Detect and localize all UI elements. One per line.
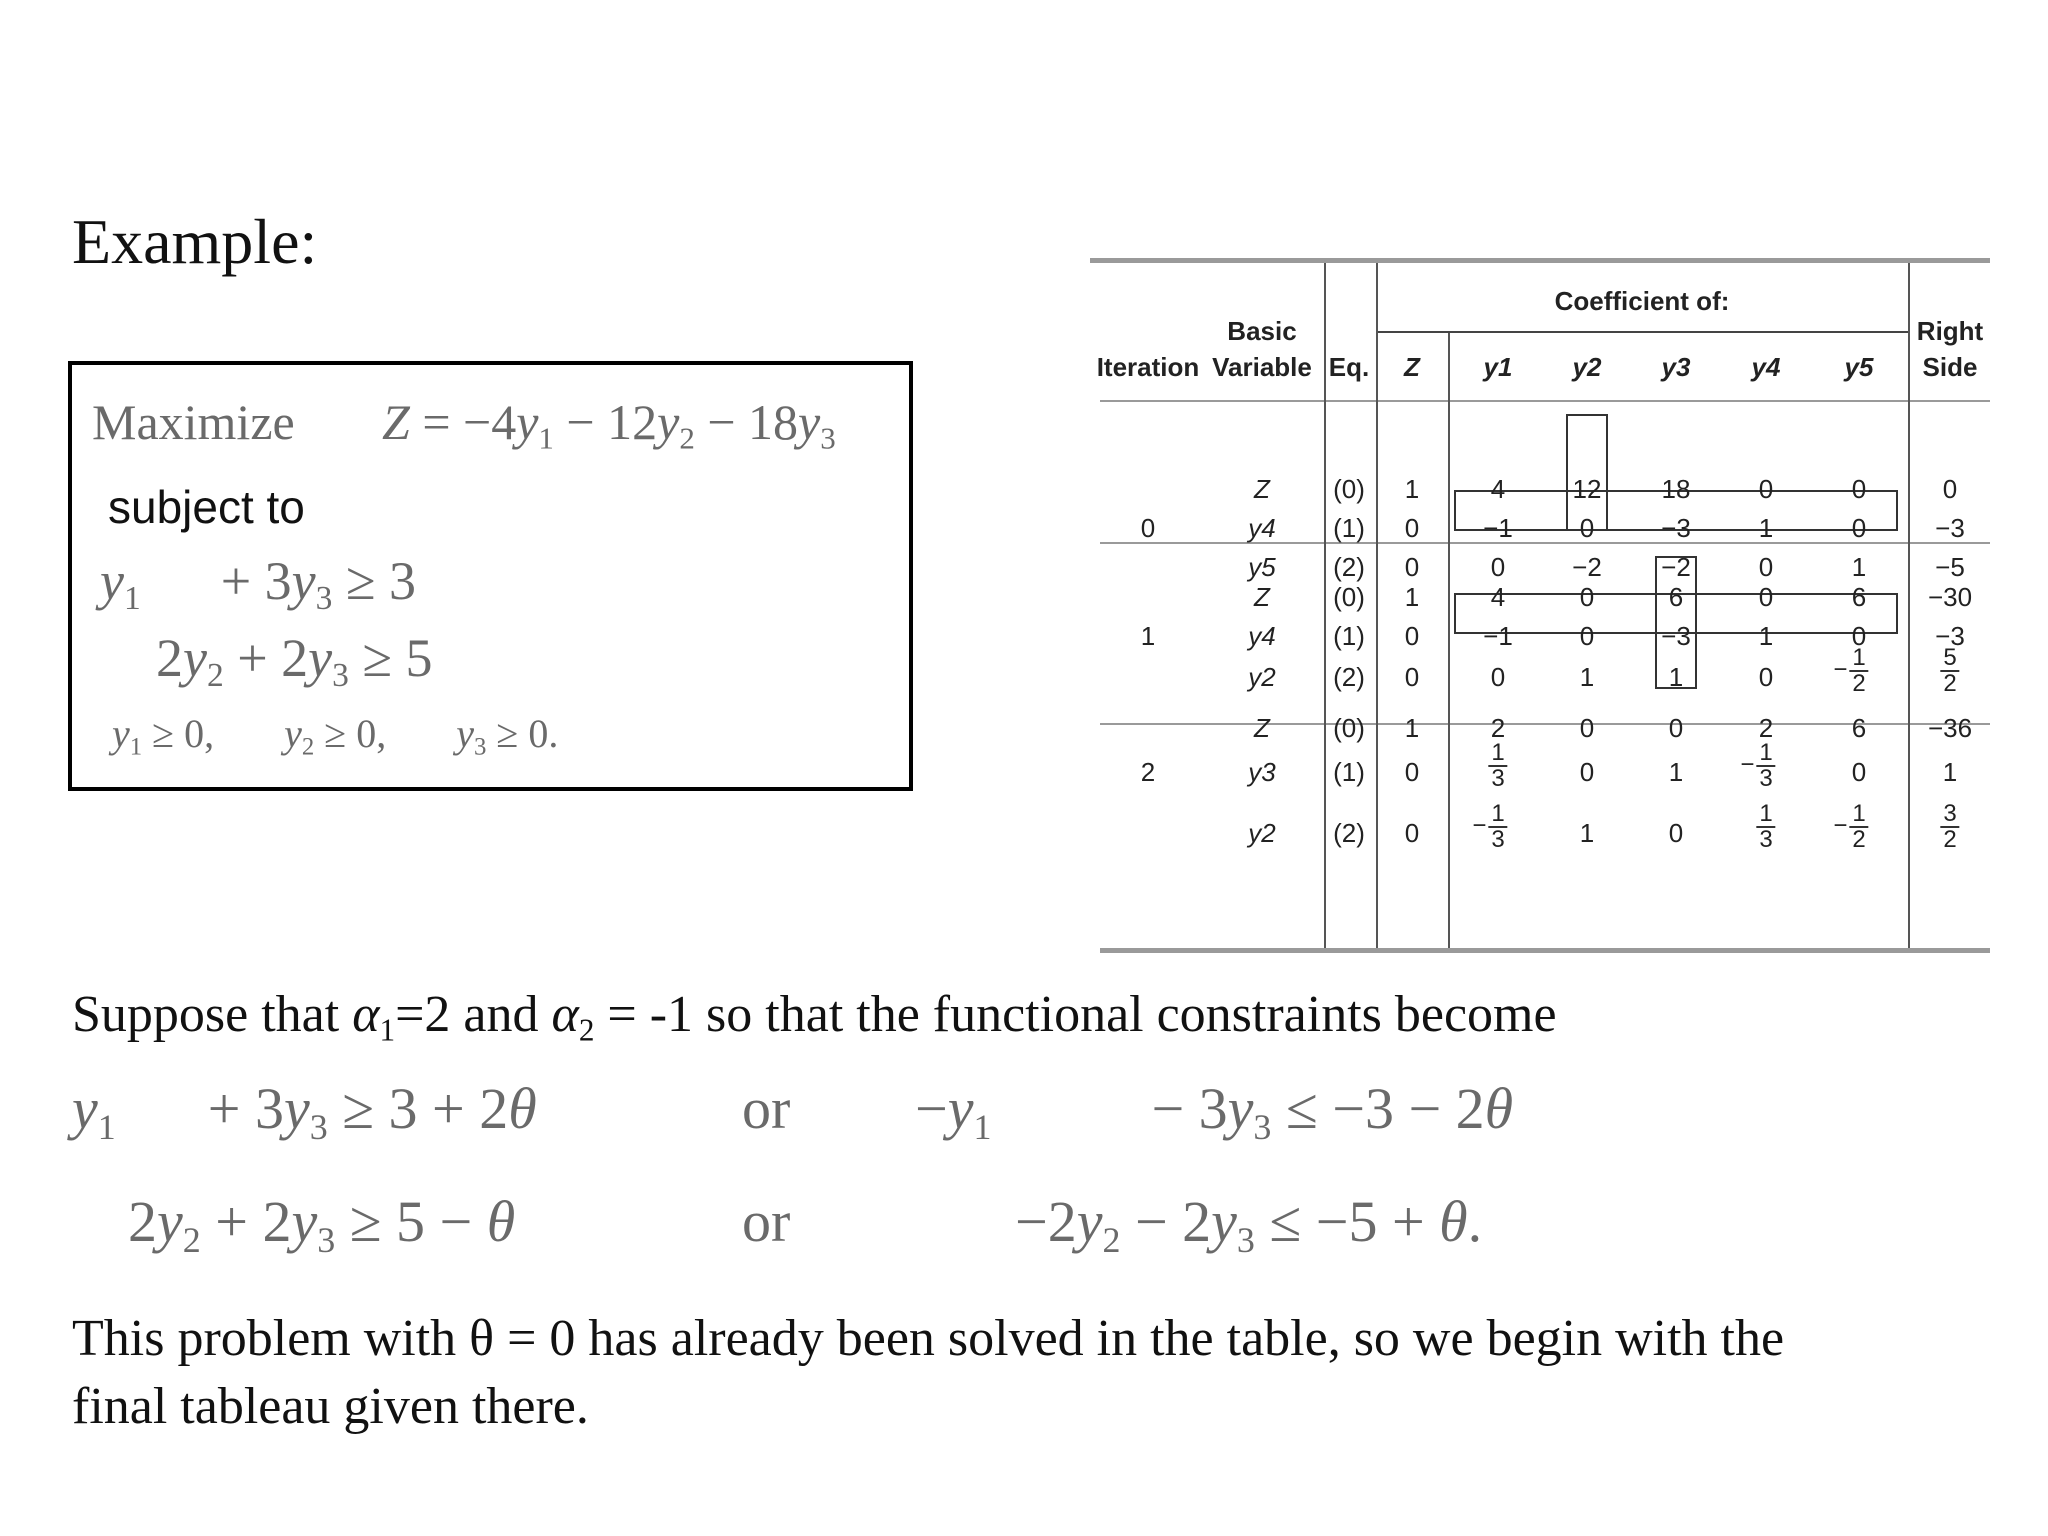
fraction-numerator: 1 (1488, 741, 1507, 767)
coefficient-rule (1378, 331, 1908, 333)
col-header-y3: y3 (1661, 352, 1691, 382)
basic-variable: y4 (1248, 513, 1276, 543)
constraint-1: $y_1 + 3y_3 \ge 3$ (100, 551, 417, 618)
coefficient-cell-rhs: −3 (1935, 513, 1965, 543)
coefficient-cell-rhs: −36 (1927, 713, 1973, 743)
basic-header: Basic (1227, 316, 1297, 346)
coefficient-cell-y2: 1 (1579, 662, 1595, 692)
equation-label: (2) (1333, 662, 1365, 692)
constraint-2: $2y_2 + 2y_3 \ge 5$ (156, 628, 433, 695)
coefficient-cell-y4: 0 (1758, 474, 1774, 504)
lp-formulation-box (68, 361, 913, 791)
parametric-row2-left: $2y_2 + 2y_3 \ge 5 - \theta$ (128, 1189, 516, 1260)
coefficient-cell-z: 0 (1404, 621, 1420, 651)
nonnegativity-constraints: $y_1 \ge 0$, $y_2 \ge 0$, $y_3 \ge 0$. (112, 711, 559, 761)
coefficient-cell-z: 1 (1404, 713, 1420, 743)
eq-right-rule (1376, 263, 1378, 948)
coefficient-cell-y2: 12 (1572, 474, 1602, 504)
fraction-denominator: 2 (1943, 670, 1957, 697)
simplex-tableau (1090, 258, 1990, 958)
equation-label: (1) (1333, 621, 1365, 651)
coefficient-cell-z: 1 (1404, 474, 1420, 504)
iteration-number: 1 (1140, 621, 1156, 651)
col-header-z: Z (1404, 352, 1420, 382)
equation-label: (2) (1333, 818, 1365, 848)
coefficient-cell-y1: −1 (1483, 621, 1513, 651)
equation-label: (0) (1333, 713, 1365, 743)
coefficient-cell-y5 (1833, 800, 1868, 853)
fraction-denominator: 3 (1759, 765, 1773, 792)
coefficient-cell-rhs (1940, 646, 1959, 696)
coefficient-cell-y3: −2 (1661, 552, 1691, 582)
coefficient-cell-y3: 1 (1668, 757, 1684, 787)
coefficient-cell-y5: 6 (1851, 582, 1867, 612)
eq-header: Eq. (1328, 352, 1370, 382)
coefficient-cell-y1: −1 (1483, 513, 1513, 543)
coefficient-cell-y3: 6 (1668, 582, 1684, 612)
coefficient-cell-y4: 2 (1758, 713, 1774, 743)
coefficient-cell-y5: 0 (1851, 513, 1867, 543)
fraction-numerator: 1 (1488, 802, 1507, 828)
coefficient-cell-y4 (1740, 739, 1775, 792)
coefficient-cell-z: 0 (1404, 818, 1420, 848)
coefficient-cell-y1: 4 (1490, 582, 1506, 612)
fraction-denominator: 3 (1759, 826, 1773, 853)
fraction-minus-sign: − (1472, 812, 1487, 839)
coefficient-cell-y3: 0 (1668, 818, 1684, 848)
fraction-denominator: 2 (1852, 826, 1866, 853)
coefficient-cell-y1: 2 (1490, 713, 1506, 743)
basic-variable: y3 (1248, 757, 1276, 787)
fraction-numerator: 1 (1849, 802, 1868, 828)
coefficient-of-header: Coefficient of: (1554, 286, 1730, 316)
coefficient-cell-z: 0 (1404, 662, 1420, 692)
fraction-numerator: 5 (1940, 646, 1959, 672)
coefficient-cell-y2: 1 (1579, 818, 1595, 848)
coefficient-cell-y1 (1472, 800, 1507, 853)
tableau-top-rule (1090, 258, 1990, 263)
coefficient-cell-y1 (1488, 741, 1507, 791)
slide-heading: Example: (72, 206, 318, 277)
coefficient-cell-y4: 0 (1758, 552, 1774, 582)
coefficient-cell-y5: 6 (1851, 713, 1867, 743)
fraction-numerator: 1 (1756, 741, 1775, 767)
coefficient-cell-y3: 18 (1661, 474, 1691, 504)
fraction-denominator: 2 (1852, 670, 1866, 697)
coefficient-cell-rhs: −30 (1927, 582, 1973, 612)
fraction-numerator: 1 (1849, 646, 1868, 672)
coefficient-cell-y4: 0 (1758, 662, 1774, 692)
iteration-number: 0 (1140, 513, 1156, 543)
right-header: Right (1916, 316, 1984, 346)
fraction-denominator: 3 (1491, 826, 1505, 853)
equation-label: (0) (1333, 474, 1365, 504)
parametric-row1-left: $y_1 + 3y_3 \ge 3 + 2\theta$ (72, 1076, 537, 1147)
suppose-sentence: Suppose that $\alpha_1=2$ and $\alpha_2 = -1$ so that the functional constraints become (72, 986, 1557, 1048)
coefficient-cell-y5: 0 (1851, 474, 1867, 504)
parametric-row2-right: $-2y_2 - 2y_3 \le -5 + \theta$. (1015, 1189, 1483, 1260)
coefficient-cell-rhs: −5 (1935, 552, 1965, 582)
coefficient-cell-y2: 0 (1579, 713, 1595, 743)
parametric-row1-or: or (742, 1076, 791, 1141)
basic-variable: y2 (1248, 662, 1276, 692)
coefficient-cell-y1: 4 (1490, 474, 1506, 504)
basic-variable: y2 (1248, 818, 1276, 848)
iteration-header: Iteration (1096, 352, 1200, 382)
rhs-left-rule (1908, 263, 1910, 948)
side-header: Side (1922, 352, 1978, 382)
header-rule (1100, 400, 1990, 402)
fraction-denominator: 2 (1943, 826, 1957, 853)
iteration-number: 2 (1140, 757, 1156, 787)
basic-variable: Z (1254, 582, 1270, 612)
coefficient-cell-rhs: 1 (1942, 757, 1958, 787)
coefficient-cell-y5 (1833, 644, 1868, 697)
fraction-minus-sign: − (1833, 812, 1848, 839)
basic-variable: y5 (1248, 552, 1276, 582)
coefficient-cell-rhs: −3 (1935, 621, 1965, 651)
equation-label: (0) (1333, 582, 1365, 612)
parametric-row2-or: or (742, 1189, 791, 1254)
equation-label: (2) (1333, 552, 1365, 582)
basic-variable: Z (1254, 713, 1270, 743)
basic-variable: Z (1254, 474, 1270, 504)
coefficient-cell-y3: 1 (1668, 662, 1684, 692)
tableau-bottom-rule (1100, 948, 1990, 953)
col-header-y5: y5 (1844, 352, 1874, 382)
coefficient-cell-y2: 0 (1579, 621, 1595, 651)
coefficient-cell-y3: −3 (1661, 621, 1691, 651)
fraction-numerator: 1 (1756, 802, 1775, 828)
fraction-minus-sign: − (1740, 751, 1755, 778)
coefficient-cell-y2: 0 (1579, 582, 1595, 612)
fraction-numerator: 3 (1940, 802, 1959, 828)
col-header-y2: y2 (1572, 352, 1602, 382)
equation-label: (1) (1333, 513, 1365, 543)
coefficient-cell-z: 0 (1404, 513, 1420, 543)
variable-header: Variable (1212, 352, 1312, 382)
coefficient-cell-y5: 0 (1851, 621, 1867, 651)
closing-paragraph: This problem with θ = 0 has already been solved in the table, so we begin with the final tableau given there. (72, 1310, 1785, 1435)
coefficient-cell-y4: 1 (1758, 513, 1774, 543)
parametric-row1-right: $-y_1 - 3y_3 \le -3 - 2\theta$ (915, 1076, 1514, 1147)
coefficient-cell-y2: 0 (1579, 757, 1595, 787)
coefficient-cell-y1: 0 (1490, 552, 1506, 582)
coefficient-cell-y4: 0 (1758, 582, 1774, 612)
col-header-y4: y4 (1751, 352, 1781, 382)
maximize-label: Maximize (92, 394, 295, 450)
coefficient-cell-y5: 1 (1851, 552, 1867, 582)
coefficient-cell-z: 1 (1404, 582, 1420, 612)
coefficient-cell-z: 0 (1404, 757, 1420, 787)
col-header-y1: y1 (1483, 352, 1513, 382)
coefficient-cell-y3: −3 (1661, 513, 1691, 543)
coefficient-cell-y3: 0 (1668, 713, 1684, 743)
coefficient-cell-y2: 0 (1579, 513, 1595, 543)
coefficient-cell-y1: 0 (1490, 662, 1506, 692)
coefficient-cell-y2: −2 (1572, 552, 1602, 582)
basic-variable: y4 (1248, 621, 1276, 651)
coefficient-cell-rhs: 0 (1942, 474, 1958, 504)
coefficient-cell-y4 (1756, 802, 1775, 852)
fraction-minus-sign: − (1833, 656, 1848, 683)
coefficient-cell-rhs (1940, 802, 1959, 852)
subject-to-label: subject to (108, 481, 305, 533)
z-right-rule (1448, 333, 1450, 948)
objective-function: $Z = -4y_1 - 12y_2 - 18y_3$ (382, 394, 836, 456)
coefficient-cell-y4: 1 (1758, 621, 1774, 651)
fraction-denominator: 3 (1491, 765, 1505, 792)
coefficient-cell-z: 0 (1404, 552, 1420, 582)
coefficient-cell-y5: 0 (1851, 757, 1867, 787)
equation-label: (1) (1333, 757, 1365, 787)
eq-left-rule (1324, 263, 1326, 948)
